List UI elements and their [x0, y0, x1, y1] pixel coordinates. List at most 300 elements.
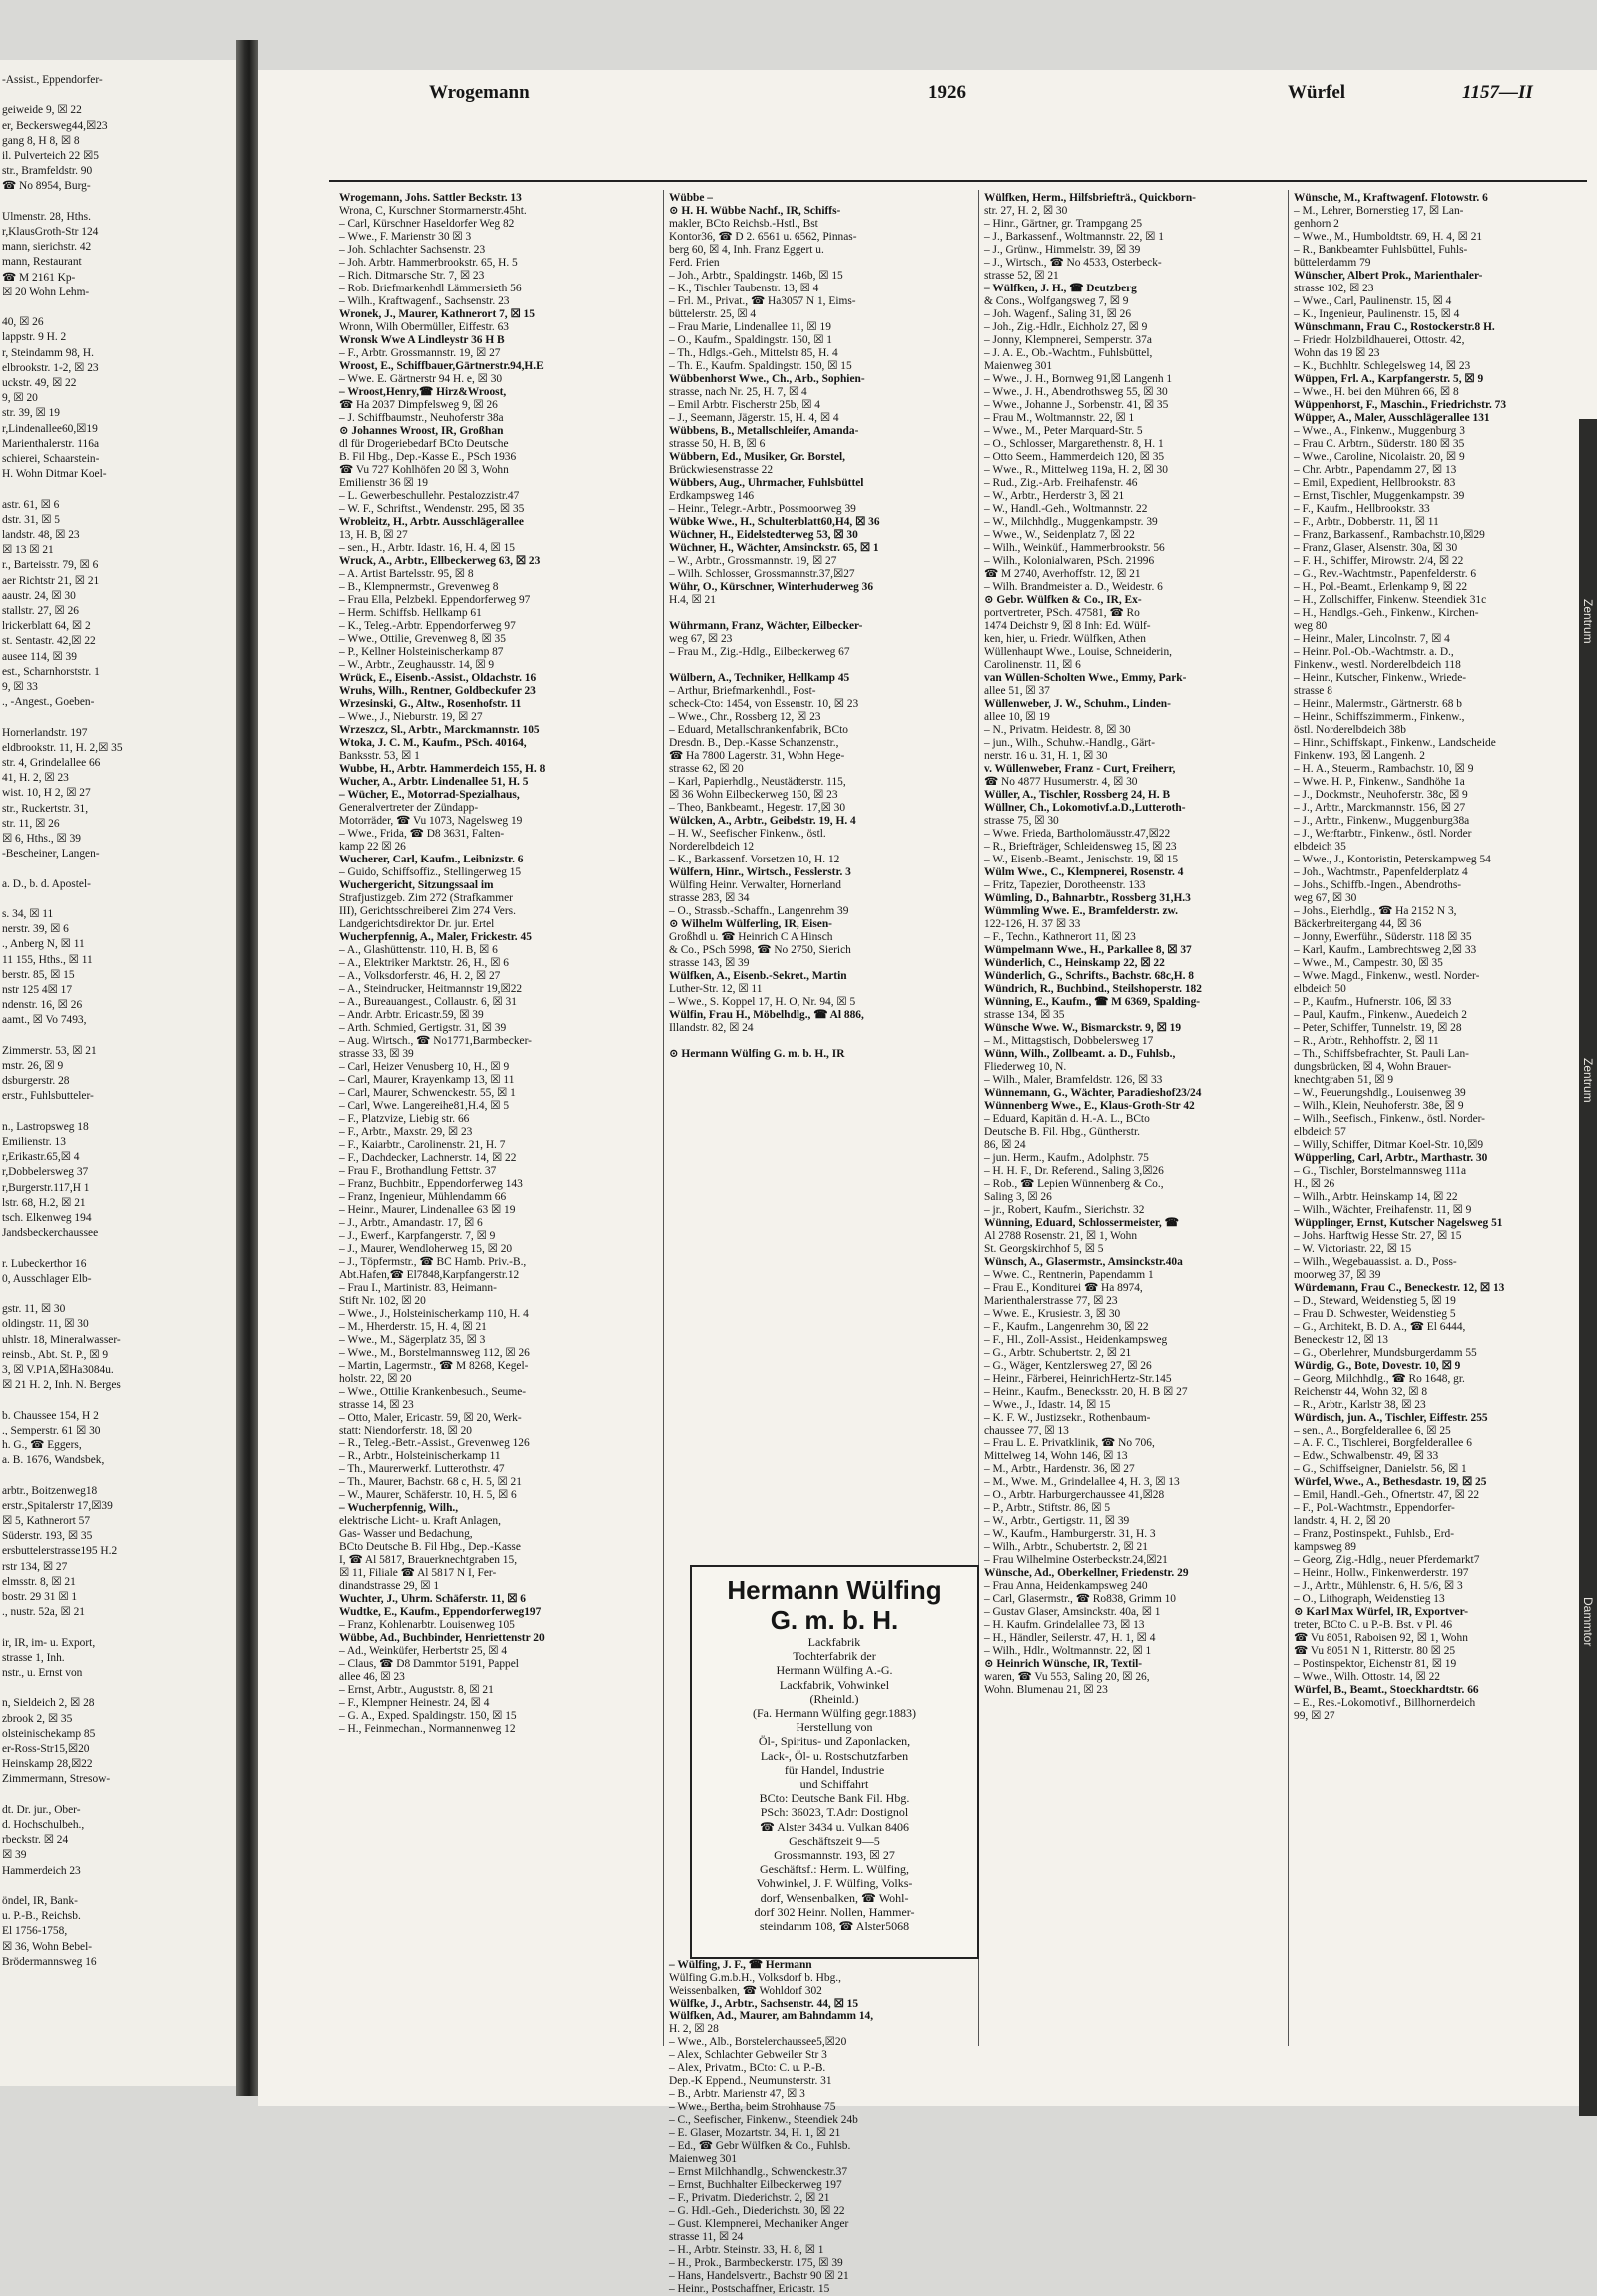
entry-line: – O., Kaufm., Spaldingstr. 150, ☒ 1 [669, 334, 832, 346]
prev-page-line: ☒ 20 Wohn Lehm- [2, 286, 90, 298]
entry-line: – P., Arbtr., Stiftstr. 86, ☒ 5 [984, 1502, 1111, 1514]
entry-line: holstr. 22, ☒ 20 [339, 1373, 412, 1385]
entry-line: – Heinr., Maurer, Lindenallee 63 ☒ 19 [339, 1204, 516, 1216]
entry-line: – Frau Anna, Heidenkampsweg 240 [984, 1580, 1148, 1592]
entry-line [669, 659, 964, 672]
entry-line: – Wilh., Wegebauassist. a. D., Poss- [1294, 1256, 1457, 1268]
prev-page-line: il. Pulverteich 22 ☒5 [2, 150, 99, 162]
prev-page-line: ausee 114, ☒ 39 [2, 650, 77, 663]
prev-page-line: strasse 1, Inh. [2, 1651, 65, 1664]
prev-page-line: ☎ M 2161 Kp- [2, 271, 76, 284]
prev-page-line: Zimmerstr. 53, ☒ 21 [2, 1044, 97, 1057]
prev-page-line: er, Beckersweg44,☒23 [2, 119, 108, 132]
entry-line: Brückwiesenstrasse 22 [669, 464, 774, 476]
ad-line: Lackfabrik [807, 1635, 861, 1649]
entry-line: – Eduard, Metallschrankenfabrik, BCto [669, 724, 848, 736]
entry-line: Wülm Wwe., C., Klempnerei, Rosenstr. 4 [984, 866, 1184, 878]
entry-line: ⊙ Hermann Wülfing G. m. b. H., IR [669, 1048, 845, 1060]
entry-line: Carolinenstr. 11, ☒ 6 [984, 659, 1081, 671]
entry-line: Wülfke, J., Arbtr., Sachsenstr. 44, ☒ 15 [669, 1998, 859, 2009]
entry-line: H. 2, ☒ 28 [669, 2023, 719, 2035]
prev-page-line: ☎ No 8954, Burg- [2, 180, 91, 193]
entry-line: – F., Pol.-Wachtmstr., Eppendorfer- [1294, 1502, 1455, 1514]
entry-line: weg 67, ☒ 30 [1294, 892, 1357, 904]
entry-line: – J. A. E., Ob.-Wachtm., Fuhlsbüttel, [984, 347, 1153, 359]
entry-line: – K., Barkassenf. Vorsetzen 10, H. 12 [669, 854, 840, 865]
entry-line: Motorräder, ☎ Vu 1073, Nagelsweg 19 [339, 815, 523, 827]
entry-line: Großhdl u. ☎ Heinrich C A Hinsch [669, 931, 833, 943]
ad-line: dorf 302 Heinr. Nollen, Hammer- [754, 1904, 915, 1919]
prev-page-line: dt. Dr. jur., Ober- [2, 1803, 81, 1816]
prev-page-line: ndenstr. 16, ☒ 26 [2, 999, 83, 1012]
prev-page-line: dsburgerstr. 28 [2, 1075, 70, 1088]
prev-page-line: ☒ 21 H. 2, Inh. N. Berges [2, 1379, 121, 1392]
entry-line: – Wilh., Hdlr., Woltmannstr. 22, ☒ 1 [984, 1645, 1152, 1657]
entry-line: Wronn, Wilh Obermüller, Eiffestr. 63 [339, 321, 509, 333]
prev-page-line: ersbuttelerstrasse195 H.2 [2, 1545, 118, 1558]
entry-line: Wrück, E., Eisenb.-Assist., Oldachstr. 16 [339, 672, 537, 684]
ad-line: Tochterfabrik der [793, 1649, 876, 1664]
entry-line: Wüllenweber, J. W., Schuhm., Linden- [984, 698, 1171, 710]
entry-line: Mittelweg 14, Wohn 146, ☒ 13 [984, 1450, 1128, 1462]
entry-line: Wrzesinski, G., Altw., Rosenhofstr. 11 [339, 698, 522, 710]
entry-line: – Wwe., M., Peter Marquard-Str. 5 [984, 425, 1143, 437]
book-binding-gutter [236, 40, 258, 2096]
entry-line: Wuchergericht, Sitzungssaal im [339, 879, 494, 891]
entry-line: Wüller, A., Tischler, Rossberg 24, H. B [984, 789, 1171, 801]
entry-line: – Karl, Papierhdlg., Neustädterstr. 115, [669, 776, 846, 788]
entry-line: – Wwe., H. bei den Mühren 66, ☒ 8 [1294, 386, 1459, 398]
entry-line: Wünschmann, Frau C., Rostockerstr.8 H. [1294, 321, 1495, 333]
prev-page-line: 9, ☒ 33 [2, 681, 38, 693]
entry-line: – R., Teleg.-Betr.-Assist., Grevenweg 126 [339, 1437, 530, 1449]
entry-line: – Th., Hdlgs.-Geh., Mittelstr 85, H. 4 [669, 347, 838, 359]
entry-line: – Heinr., Postschaffner, Ericastr. 15 [669, 2283, 830, 2295]
prev-page-line: lrickerblatt 64, ☒ 2 [2, 620, 91, 633]
entry-line: Wucherer, Carl, Kaufm., Leibnizstr. 6 [339, 854, 524, 865]
entry-line: – Wilh., Arbtr., Schubertstr. 2, ☒ 21 [984, 1541, 1148, 1553]
prev-page-line: str. 4, Grindelallee 66 [2, 757, 101, 769]
prev-page-line: zbrook 2, ☒ 35 [2, 1712, 73, 1725]
entry-line: weg 80 [1294, 620, 1328, 632]
entry-line: – W., Arbtr., Herderstr 3, ☒ 21 [984, 490, 1125, 502]
entry-line: – H. A., Steuerm., Rambachstr. 10, ☒ 9 [1294, 763, 1474, 775]
entry-line: – Wwe., M., Sägerplatz 35, ☒ 3 [339, 1334, 486, 1346]
prev-page-line: st. Sentastr. 42,☒ 22 [2, 635, 96, 648]
entry-line: nerstr. 16 u. 31, H. 1, ☒ 30 [984, 750, 1108, 762]
entry-line: – Wwe., Carl, Paulinenstr. 15, ☒ 4 [1294, 295, 1452, 307]
entry-line: strasse 102, ☒ 23 [1294, 283, 1374, 294]
entry-line: – M., Arbtr., Hardenstr. 36, ☒ 27 [984, 1463, 1135, 1475]
prev-page-line: schierei, Schaarstein- [2, 453, 100, 465]
entry-line: Wünscher, Albert Prok., Marienthaler- [1294, 270, 1483, 282]
entry-line: – Frau I., Martinistr. 83, Heimann- [339, 1282, 497, 1294]
entry-line: – K., Teleg.-Arbtr. Eppendorferweg 97 [339, 620, 516, 632]
entry-line: – Rud., Zig.-Arb. Freihafenstr. 46 [984, 477, 1138, 489]
entry-line: Emilienstr 36 ☒ 19 [339, 477, 428, 489]
prev-page-line: d. Hochschulbeh., [2, 1819, 85, 1831]
entry-line: Wucherpfennig, A., Maler, Frickestr. 45 [339, 931, 532, 943]
entry-line: Wülfken, Ad., Maurer, am Bahndamm 14, [669, 2010, 874, 2022]
entry-line: Wülfken, A., Eisenb.-Sekret., Martin [669, 970, 847, 982]
entry-line: genhorn 2 [1294, 218, 1339, 230]
entry-line: – Franz, Kohlenarbtr. Louisenweg 105 [339, 1619, 515, 1631]
entry-line: – Carl, Maurer, Schwenckestr. 55, ☒ 1 [339, 1087, 516, 1099]
entry-line: Marienthalerstrasse 77, ☒ 23 [984, 1295, 1118, 1307]
prev-page-line: Jandsbeckerchaussee [2, 1227, 99, 1240]
ad-line: (Rheinld.) [809, 1691, 859, 1706]
entry-line: elektrische Licht- u. Kraft Anlagen, [339, 1515, 501, 1527]
entry-line: – G., Wäger, Kentzlersweg 27, ☒ 26 [984, 1360, 1152, 1372]
entry-line: – Wilh. Schlosser, Grossmannstr.37,☒27 [669, 568, 855, 580]
entry-line: – Wilh., Klein, Neuhoferstr. 38e, ☒ 9 [1294, 1100, 1464, 1112]
prev-page-line: -Bescheiner, Langen- [2, 848, 100, 861]
prev-page-line: r., Barteisstr. 79, ☒ 6 [2, 559, 99, 572]
entry-line: – Wwe., Chr., Rossberg 12, ☒ 23 [669, 711, 821, 723]
entry-line: – O., Schlosser, Margarethenstr. 8, H. 1 [984, 438, 1164, 450]
entry-line: – Theo, Bankbeamt., Hegestr. 17,☒ 30 [669, 802, 846, 814]
entry-line: – F., Arbtr., Dobberstr. 11, ☒ 11 [1294, 516, 1439, 528]
entry-line: dl für Drogeriebedarf BCto Deutsche [339, 438, 509, 450]
entry-line: – O., Lithograph, Weidenstieg 13 [1294, 1593, 1445, 1605]
entry-line: – Georg, Zig.-Hdlg., neuer Pferdemarkt7 [1294, 1554, 1480, 1566]
entry-line: Wülfing Heinr. Verwalter, Hornerland [669, 879, 841, 891]
entry-line: allee 51, ☒ 37 [984, 685, 1050, 697]
entry-line: ⊙ Wilhelm Wülferling, IR, Eisen- [669, 918, 832, 930]
ad-line: Öl-, Spiritus- und Zaponlacken, [758, 1734, 911, 1749]
prev-page-line: Süderstr. 193, ☒ 35 [2, 1530, 93, 1543]
entry-line: – Th., Maurerwerkf. Lutterothstr. 47 [339, 1463, 505, 1475]
entry-line: Maienweg 301 [984, 360, 1053, 372]
entry-line: östl. Norderelbdeich 38b [1294, 724, 1406, 736]
entry-line: H., ☒ 26 [1294, 1178, 1335, 1190]
entry-line: – Gust. Klempnerei, Mechaniker Anger [669, 2218, 849, 2230]
entry-line: – Hinr., Schiffskapt., Finkenw., Landscheide [1294, 737, 1496, 749]
entry-line: ☎ Vu 8051 N 1, Ritterstr. 80 ☒ 25 [1294, 1645, 1456, 1657]
prev-page-line: bostr. 29 31 ☒ 1 [2, 1591, 78, 1603]
column-2 [669, 192, 964, 1559]
entry-line: Saling 3, ☒ 26 [984, 1191, 1052, 1203]
entry-line: ☎ Ha 2037 Dimpfelsweg 9, ☒ 26 [339, 399, 498, 411]
entry-line: Wülfern, Hinr., Wirtsch., Fesslerstr. 3 [669, 866, 851, 878]
prev-page-line: ☒ 36, Wohn Bebel- [2, 1940, 93, 1953]
prev-page-line: ., -Angest., Goeben- [2, 696, 95, 709]
entry-line: ☎ Ha 7800 Lagerstr. 31, Wohn Hege- [669, 750, 845, 762]
entry-line: – J., Arbtr., Mühlenstr. 6, H. 5/6, ☒ 3 [1294, 1580, 1463, 1592]
entry-line: – Heinr., Telegr.-Arbtr., Possmoorweg 39 [669, 503, 856, 515]
prev-page-line: a. B. 1676, Wandsbek, [2, 1454, 105, 1467]
entry-line: – jun., Wilh., Schuhw.-Handlg., Gärt- [984, 737, 1156, 749]
entry-line: – O., Arbtr. Harburgerchaussee 41,☒28 [984, 1489, 1165, 1501]
entry-line: – Frau E., Konditurei ☎ Ha 8974, [984, 1282, 1143, 1294]
entry-line: – H. H. F., Dr. Referend., Saling 3,☒26 [984, 1165, 1164, 1177]
entry-line: ⊙ Karl Max Würfel, IR, Exportver- [1294, 1606, 1468, 1618]
prev-page-line: nerstr. 39, ☒ 6 [2, 923, 69, 936]
entry-line: – Wwe., Ottilie Krankenbesuch., Seume- [339, 1386, 527, 1398]
prev-page-line: Zimmermann, Stresow- [2, 1773, 111, 1786]
entry-line: – sen., H., Arbtr. Idastr. 16, H. 4, ☒ 15 [339, 542, 515, 554]
entry-line: – W., Arbtr., Zeughausstr. 14, ☒ 9 [339, 659, 495, 671]
entry-line: – Alex, Schlachter Gebweiler Str 3 [669, 2049, 827, 2061]
entry-line: – M., Mittagstisch, Dobbelersweg 17 [984, 1035, 1154, 1047]
entry-line: Erdkampsweg 146 [669, 490, 755, 502]
entry-line: ☎ Vu 727 Kohlhöfen 20 ☒ 3, Wohn [339, 464, 509, 476]
entry-line: Wucher, A., Arbtr. Lindenallee 51, H. 5 [339, 776, 529, 788]
entry-line: – W. F., Schriftst., Wendenstr. 295, ☒ 35 [339, 503, 525, 515]
entry-line: – B., Klempnermstr., Grevenweg 8 [339, 581, 499, 593]
entry-line: – K., Tischler Taubenstr. 13, ☒ 4 [669, 283, 819, 294]
entry-line: – J., Wirtsch., ☎ No 4533, Osterbeck- [984, 257, 1162, 269]
prev-page-line: str. 39, ☒ 19 [2, 407, 60, 420]
entry-line: Wruck, A., Arbtr., Ellbeckerweg 63, ☒ 23 [339, 555, 541, 567]
prev-page-line: Emilienstr. 13 [2, 1136, 66, 1148]
entry-line: – G., Architekt, B. D. A., ☎ El 6444, [1294, 1321, 1466, 1333]
prev-page-line: mann, Restaurant [2, 256, 82, 269]
prev-page-line: gstr. 11, ☒ 30 [2, 1303, 66, 1316]
ad-line: Lack-, Öl- u. Rostschutzfarben [760, 1748, 909, 1763]
prev-page-line: r,KlausGroth-Str 124 [2, 226, 99, 238]
entry-line: Wübbern, Ed., Musiker, Gr. Borstel, [669, 451, 845, 463]
entry-line: – Wwe., M., Campestr. 30, ☒ 35 [1294, 957, 1443, 969]
entry-line: – F., Kaufm., Langenrehm 30, ☒ 22 [984, 1321, 1149, 1333]
entry-line: – J., Töpfermstr., ☎ BC Hamb. Priv.-B., [339, 1256, 527, 1268]
prev-page-line: elbrookstr. 1-2, ☒ 23 [2, 361, 99, 374]
entry-line: Wünsche, M., Kraftwagenf. Flotowstr. 6 [1294, 192, 1488, 204]
column-3 [984, 192, 1280, 2048]
entry-line: – Wroost,Henry,☎ Hirz&Wroost, [339, 386, 507, 398]
entry-line: – Wwe., J., Holsteinischerkamp 110, H. 4 [339, 1308, 529, 1320]
entry-line: BCto Deutsche B. Fil Hbg., Dep.-Kasse [339, 1541, 521, 1553]
prev-page-line: u. P.-B., Reichsb. [2, 1910, 81, 1923]
entry-line: – Frau D. Schwester, Weidenstieg 5 [1294, 1308, 1456, 1320]
entry-line: Wünnenberg Wwe., E., Klaus-Groth-Str 42 [984, 1100, 1195, 1112]
entry-line: – Frl. M., Privat., ☎ Ha3057 N 1, Eims- [669, 295, 856, 307]
ad-line: für Handel, Industrie [784, 1762, 885, 1777]
entry-line: Generalvertreter der Zündapp- [339, 802, 479, 814]
entry-line: Wünsche Wwe. W., Bismarckstr. 9, ☒ 19 [984, 1022, 1182, 1034]
entry-line: – W., Arbtr., Gertigstr. 11, ☒ 39 [984, 1515, 1130, 1527]
entry-line: berg 60, ☒ 4, Inh. Franz Eggert u. [669, 244, 824, 256]
entry-line: – Wwe., J. H., Bornweg 91,☒ Langenh 1 [984, 373, 1173, 385]
prev-page-line: str., Bramfeldstr. 90 [2, 165, 93, 178]
entry-line: – Wwe., J. H., Abendrothsweg 55, ☒ 30 [984, 386, 1168, 398]
entry-line: – F., Techn., Kathnerort 11, ☒ 23 [984, 931, 1136, 943]
entry-line: – Martin, Lagermstr., ☎ M 8268, Kegel- [339, 1360, 529, 1372]
entry-line: – J., Werftarbtr., Finkenw., östl. Norder [1294, 828, 1472, 840]
entry-line: – E. Glaser, Mozartstr. 34, H. 1, ☒ 21 [669, 2127, 841, 2139]
entry-line: treter, BCto C. u P.-B. Bst. v Pl. 46 [1294, 1619, 1453, 1631]
entry-line: – Andr. Arbtr. Ericastr.59, ☒ 39 [339, 1009, 484, 1021]
entry-line: Wülbern, A., Techniker, Hellkamp 45 [669, 672, 850, 684]
entry-line: – Arth. Schmied, Gertigstr. 31, ☒ 39 [339, 1022, 507, 1034]
entry-line: – L. Gewerbeschullehr. Pestalozzistr.47 [339, 490, 520, 502]
entry-line: Wüppen, Frl. A., Karpfangerstr. 5, ☒ 9 [1294, 373, 1484, 385]
entry-line: Wührmann, Franz, Wächter, Eilbecker- [669, 620, 863, 632]
entry-line: – R., Bankbeamter Fuhlsbüttel, Fuhls- [1294, 244, 1468, 256]
entry-line: – G., Rev.-Wachtmstr., Papenfelderstr. 6 [1294, 568, 1477, 580]
entry-line: scheck-Cto: 1454, von Essenstr. 10, ☒ 23 [669, 698, 859, 710]
entry-line: – Johs. Harftwig Hesse Str. 27, ☒ 15 [1294, 1230, 1462, 1242]
entry-line: – Rich. Ditmarsche Str. 7, ☒ 23 [339, 270, 485, 282]
entry-line: H.4, ☒ 21 [669, 594, 716, 606]
ad-line: BCto: Deutsche Bank Fil. Hbg. [759, 1791, 910, 1806]
entry-line: – Edw., Schwalbenstr. 49, ☒ 33 [1294, 1450, 1439, 1462]
entry-line: – F., Privatm. Diederichstr. 2, ☒ 21 [669, 2192, 830, 2204]
entry-line: – J., Seemann, Jägerstr. 15, H. 4, ☒ 4 [669, 412, 839, 424]
entry-line: Wuchter, J., Uhrm. Schäferstr. 11, ☒ 6 [339, 1593, 526, 1605]
entry-line: – jr., Robert, Kaufm., Sierichstr. 32 [984, 1204, 1145, 1216]
entry-line: – Chr. Arbtr., Papendamm 27, ☒ 13 [1294, 464, 1457, 476]
entry-line: – W., Handl.-Geh., Woltmannstr. 22 [984, 503, 1148, 515]
entry-line: I, ☎ Al 5817, Brauerknechtgraben 15, [339, 1554, 518, 1566]
entry-line: – Jonny, Ewerführ., Süderstr. 118 ☒ 35 [1294, 931, 1472, 943]
entry-line: strasse, nach Nr. 25, H. 7, ☒ 4 [669, 386, 807, 398]
entry-line: – Johs., Schiffb.-Ingen., Abendroths- [1294, 879, 1462, 891]
entry-line: Wubbe, H., Arbtr. Hammerdeich 155, H. 8 [339, 763, 546, 775]
ad-line: steindamm 108, ☎ Alster5068 [759, 1919, 910, 1934]
entry-line: Norderelbdeich 12 [669, 841, 755, 853]
entry-line: – Eduard, Kapitän d. H.-A. L., BCto [984, 1113, 1150, 1125]
entry-line: – J., Arbtr., Marckmannstr. 156, ☒ 27 [1294, 802, 1466, 814]
entry-line: – Heinr., Kaufm., Benecksstr. 20, H. B ☒ 27 [984, 1386, 1188, 1398]
entry-line: – Frau M., Zig.-Hdlg., Eilbeckerweg 67 [669, 646, 850, 658]
entry-line: Dresdn. B., Dep.-Kasse Schanzenstr., [669, 737, 839, 749]
entry-line: – Ed., ☎ Gebr Wülfken & Co., Fuhlsb. [669, 2140, 851, 2152]
entry-line: – C., Seefischer, Finkenw., Steendiek 24b [669, 2114, 858, 2126]
entry-line: – Otto Seem., Hammerdeich 120, ☒ 35 [984, 451, 1165, 463]
entry-line: allee 46, ☒ 23 [339, 1671, 405, 1683]
prev-page-line: Heinskamp 28,☒22 [2, 1758, 93, 1771]
entry-line: Wübbers, Aug., Uhrmacher, Fuhlsbüttel [669, 477, 864, 489]
entry-line: 13, H. B, ☒ 27 [339, 529, 408, 541]
entry-line: dungsbrücken, ☒ 4, Wohn Brauer- [1294, 1061, 1452, 1073]
prev-page-line: berstr. 85, ☒ 15 [2, 968, 75, 981]
entry-line: – J., Dockmstr., Neuhoferstr. 38c, ☒ 9 [1294, 789, 1468, 801]
entry-line: – Wucherpfennig, Wilh., [339, 1502, 459, 1514]
entry-line: – A. Artist Bartelsstr. 95, ☒ 8 [339, 568, 474, 580]
entry-line: – F., Platzvize, Liebig str. 66 [339, 1113, 470, 1125]
entry-line: Wronsk Wwe A Lindleystr 36 H B [339, 334, 505, 346]
entry-line: Wrogemann, Johs. Sattler Beckstr. 13 [339, 192, 522, 204]
prev-page-line: est., Scharnhorststr. 1 [2, 665, 100, 678]
entry-line: – Wilh., Arbtr. Heinskamp 14, ☒ 22 [1294, 1191, 1458, 1203]
entry-line: – R., Briefträger, Schleidensweg 15, ☒ 23 [984, 841, 1177, 853]
entry-line: – W., Eisenb.-Beamt., Jenischstr. 19, ☒ 15 [984, 854, 1179, 865]
entry-line: – Wwe. C., Rentnerin, Papendamm 1 [984, 1269, 1154, 1281]
entry-line: – Aug. Wirtsch., ☎ No1771,Barmbecker- [339, 1035, 532, 1047]
prev-page-line: uhlstr. 18, Mineralwasser- [2, 1333, 121, 1346]
entry-line: weg 67, ☒ 23 [669, 633, 733, 645]
entry-line: Wübbe, Ad., Buchbinder, Henriettenstr 20 [339, 1632, 545, 1644]
entry-line: – Wwe., Frida, ☎ D8 3631, Falten- [339, 828, 505, 840]
entry-line: strasse 62, ☒ 20 [669, 763, 744, 775]
entry-line: – Frau L. E. Privatklinik, ☎ No 706, [984, 1437, 1155, 1449]
entry-line: – Wücher, E., Motorrad-Spezialhaus, [339, 789, 520, 801]
prev-page-line: a. D., b. d. Apostel- [2, 877, 91, 890]
entry-line: ☎ Vu 8051, Raboisen 92, ☒ 1, Wohn [1294, 1632, 1468, 1644]
ad-title: Hermann Wülfing [727, 1575, 942, 1605]
entry-line: – B., Arbtr. Marienstr 47, ☒ 3 [669, 2088, 805, 2100]
entry-line: allee 10, ☒ 19 [984, 711, 1050, 723]
entry-line: – J., Arbtr., Finkenw., Muggenburg38a [1294, 815, 1470, 827]
prev-page-line: r,Burgerstr.117,H 1 [2, 1181, 90, 1194]
entry-line: – Franz, Ingenieur, Mühlendamm 66 [339, 1191, 507, 1203]
entry-line: – H. Kaufm. Grindelallee 73, ☒ 13 [984, 1619, 1145, 1631]
entry-line: kampsweg 89 [1294, 1541, 1356, 1553]
entry-line: – Wilh., Kraftwagenf., Sachsenstr. 23 [339, 295, 510, 307]
entry-line: strasse 143, ☒ 39 [669, 957, 750, 969]
prev-page-line: arbtr., Boitzenweg18 [2, 1484, 98, 1497]
entry-line: ken, hier, u. Friedr. Wülfken, Athen [984, 633, 1146, 645]
entry-line: 122-126, H. 37 ☒ 33 [984, 918, 1081, 930]
entry-line: – Gustav Glaser, Amsinckstr. 40a, ☒ 1 [984, 1606, 1161, 1618]
entry-line: Wühr, O., Kürschner, Winterhuderweg 36 [669, 581, 874, 593]
entry-line: – R., Arbtr., Holsteinischerkamp 11 [339, 1450, 501, 1462]
margin-text: Zentrum [1581, 599, 1595, 644]
entry-line: ☎ No 4877 Husumerstr. 4, ☒ 30 [984, 776, 1138, 788]
entry-line: Strafjustizgeb. Zim 272 (Strafkammer [339, 892, 513, 904]
entry-line: St. Georgskirchhof 5, ☒ 5 [984, 1243, 1104, 1255]
margin-text: Dammtor [1581, 1597, 1595, 1647]
entry-line: Kontor36, ☎ D 2. 6561 u. 6562, Pinnas- [669, 231, 857, 243]
entry-line: strasse 283, ☒ 34 [669, 892, 750, 904]
entry-line: – W., Maurer, Schäferstr. 10, H. 5, ☒ 6 [339, 1489, 517, 1501]
ad-line: ☎ Alster 3434 u. Vulkan 8406 [760, 1819, 909, 1834]
entry-line: III), Gerichtsschreiberei Zim 274 Vers. [339, 905, 516, 917]
entry-line: – M., Lehrer, Bornerstieg 17, ☒ Lan- [1294, 205, 1464, 217]
entry-line: – H., Feinmechan., Normannenweg 12 [339, 1723, 516, 1735]
entry-line: Wünderlich, G., Schrifts., Bachstr. 68c,H. 8 [984, 970, 1194, 982]
entry-line: & Co., PSch 5998, ☎ No 2750, Sierich [669, 944, 851, 956]
entry-line: – Frau Wilhelmine Osterbeckstr.24,☒21 [984, 1554, 1168, 1566]
prev-page-line: r. Lubeckerthor 16 [2, 1257, 87, 1270]
entry-line: – Ernst, Tischler, Muggenkampstr. 39 [1294, 490, 1465, 502]
entry-line: – H., Prok., Barmbeckerstr. 175, ☒ 39 [669, 2257, 843, 2269]
ad-subtitle: G. m. b. H. [770, 1605, 899, 1635]
entry-line: – F., Kaiarbtr., Carolinenstr. 21, H. 7 [339, 1139, 506, 1151]
entry-line: – A., Steindrucker, Heitmannstr 19,☒22 [339, 983, 523, 995]
entry-line: – Ernst, Buchhalter Eilbeckerweg 197 [669, 2179, 842, 2191]
entry-line: – Joh. Wagenf., Saling 31, ☒ 26 [984, 308, 1132, 320]
entry-line: – H., Zollschiffer, Finkenw. Steendiek 31c [1294, 594, 1487, 606]
entry-line: elbdeich 35 [1294, 841, 1346, 853]
entry-line: – Postinspektor, Eichenstr 81, ☒ 19 [1294, 1658, 1457, 1670]
entry-line: Weissenbalken, ☎ Wohldorf 302 [669, 1985, 822, 1997]
entry-line: – K. F. W., Justizsekr., Rothenbaum- [984, 1412, 1151, 1424]
entry-line: – Wwe., Caroline, Nicolaistr. 20, ☒ 9 [1294, 451, 1465, 463]
entry-line: – F., Hl., Zoll-Assist., Heidenkampsweg [984, 1334, 1168, 1346]
entry-line: Wüchner, H., Eidelstedterweg 53, ☒ 30 [669, 529, 858, 541]
prev-page-line: s. 34, ☒ 11 [2, 908, 54, 920]
entry-line: Wudtke, E., Kaufm., Eppendorferweg197 [339, 1606, 542, 1618]
prev-page-line: Ulmenstr. 28, Hths. [2, 210, 91, 223]
entry-line: – J., Grünw., Himmelstr. 39, ☒ 39 [984, 244, 1141, 256]
entry-line: – Joh., Zig.-Hdlr., Eichholz 27, ☒ 9 [984, 321, 1148, 333]
entry-line: – Frau M., Woltmannstr. 22, ☒ 1 [984, 412, 1135, 424]
entry-line: – Heinr., Schiffszimmerm., Finkenw., [1294, 711, 1465, 723]
prev-page-line: oldingstr. 11, ☒ 30 [2, 1318, 89, 1331]
prev-page-line: rbeckstr. ☒ 24 [2, 1834, 69, 1847]
entry-line: Landgerichtsdirektor Dr. jur. Ertel [339, 918, 495, 930]
entry-line: Wrobleitz, H., Arbtr. Ausschlägerallee [339, 516, 524, 528]
column-4 [1294, 192, 1581, 2048]
prev-page-line: aer Richtstr 21, ☒ 21 [2, 574, 100, 587]
entry-line: – Arthur, Briefmarkenhdl., Post- [669, 685, 816, 697]
entry-line: Wüpplinger, Ernst, Kutscher Nagelsweg 51 [1294, 1217, 1503, 1229]
entry-line: Finkenw. 193, ☒ Langenh. 2 [1294, 750, 1425, 762]
entry-line: – Hinr., Gärtner, gr. Trampgang 25 [984, 218, 1143, 230]
prev-page-line: olsteinischekamp 85 [2, 1727, 96, 1740]
